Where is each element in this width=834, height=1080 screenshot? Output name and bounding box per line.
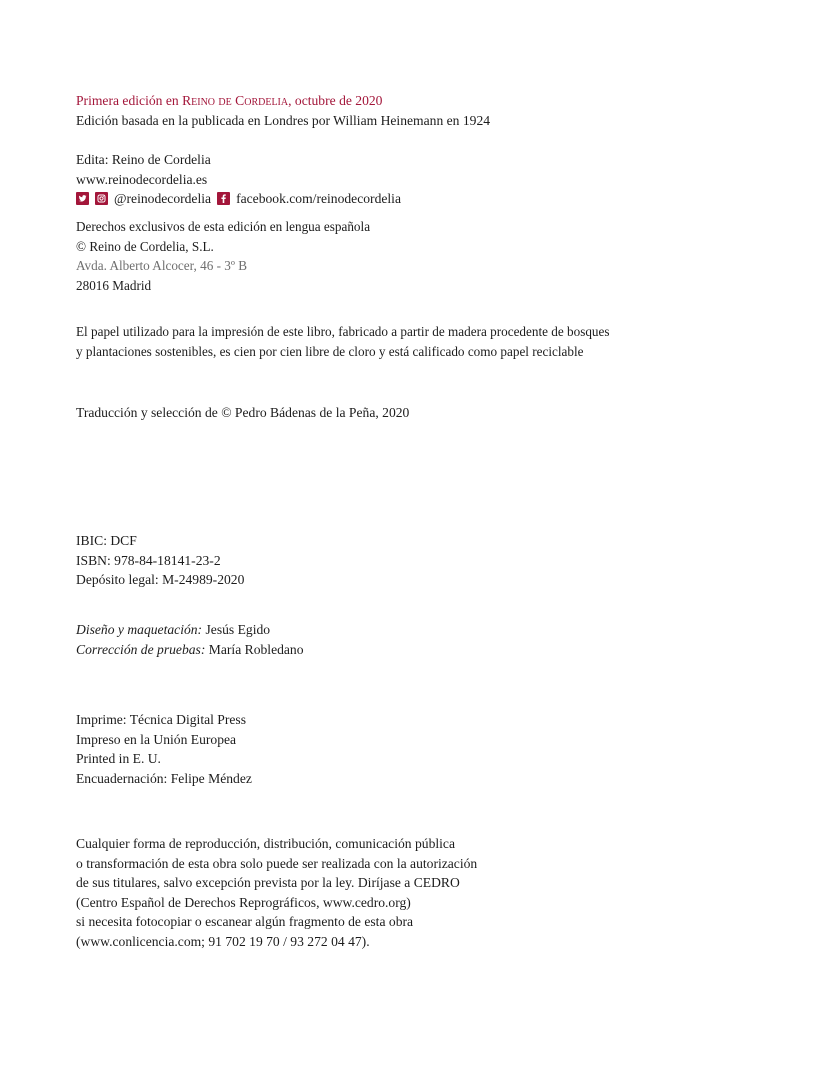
- deposito-legal-line: Depósito legal: M-24989-2020: [76, 572, 245, 588]
- printing-block: [76, 710, 252, 788]
- paper-note-line-1: El papel utilizado para la impresión de este libro, fabricado a partir de madera procedente de bosques: [76, 324, 610, 339]
- copyright-line: © Reino de Cordelia, S.L.: [76, 238, 214, 254]
- social-line: [76, 189, 401, 209]
- publisher-name-smallcaps: Reino de Cordelia: [182, 93, 289, 108]
- rights-block: [76, 217, 370, 295]
- first-edition-prefix: Primera edición en: [76, 93, 183, 108]
- identifiers-block: [76, 531, 244, 590]
- edita-line: Edita: Reino de Cordelia: [76, 152, 211, 167]
- edition-block: [76, 91, 490, 130]
- website-link[interactable]: www.reinodecordelia.es: [76, 171, 208, 187]
- exclusive-rights-line: Derechos exclusivos de esta edición en lengua española: [76, 219, 371, 234]
- ibic-line: IBIC: DCF: [76, 533, 137, 548]
- translation-line: Traducción y selección de © Pedro Bádenas de la Peña, 2020: [76, 405, 410, 420]
- first-edition-suffix: , octubre de 2020: [288, 93, 383, 108]
- paper-note-line-2: y plantaciones sostenibles, es cien por cien libre de cloro y está calificado como papel reciclable: [76, 343, 584, 359]
- legal-line: Cualquier forma de reproducción, distribución, comunicación pública: [76, 836, 455, 851]
- translation-block: [76, 403, 409, 423]
- first-edition-line: [76, 91, 490, 111]
- address-line-1: Avda. Alberto Alcocer, 46 - 3º B: [76, 258, 248, 274]
- imprime-line: Imprime: Técnica Digital Press: [76, 712, 247, 727]
- facebook-icon[interactable]: [217, 192, 230, 205]
- printed-line: Printed in E. U.: [76, 751, 161, 767]
- legal-line: (Centro Español de Derechos Reprográficos, www.cedro.org): [76, 894, 411, 910]
- social-handle[interactable]: @reinodecordelia: [114, 191, 212, 207]
- impreso-line: Impreso en la Unión Europea: [76, 731, 237, 747]
- address-line-2: 28016 Madrid: [76, 277, 152, 293]
- based-on-line: Edición basada en la publicada en Londres por William Heinemann en 1924: [76, 112, 491, 128]
- twitter-icon[interactable]: [76, 192, 89, 205]
- paper-note-block: [76, 322, 610, 361]
- design-label: Diseño y maquetación:: [76, 622, 203, 637]
- design-name: Jesús Egido: [202, 622, 271, 637]
- binding-line: Encuadernación: Felipe Méndez: [76, 770, 252, 786]
- facebook-link[interactable]: facebook.com/reinodecordelia: [236, 191, 401, 207]
- isbn-line: ISBN: 978-84-18141-23-2: [76, 552, 221, 568]
- legal-line: o transformación de esta obra solo puede ser realizada con la autorización: [76, 855, 478, 871]
- legal-line: de sus titulares, salvo excepción prevista por la ley. Diríjase a CEDRO: [76, 875, 460, 891]
- legal-notice-block: [76, 834, 477, 952]
- credits-block: [76, 620, 304, 659]
- proof-name: María Robledano: [205, 641, 304, 657]
- publisher-block: [76, 150, 401, 209]
- legal-line: si necesita fotocopiar o escanear algún fragmento de esta obra: [76, 914, 414, 930]
- design-credit-line: [76, 620, 304, 640]
- legal-line: (www.conlicencia.com; 91 702 19 70 / 93 272 04 47).: [76, 933, 370, 949]
- instagram-icon[interactable]: [95, 192, 108, 205]
- proof-label: Corrección de pruebas:: [76, 641, 206, 657]
- proofreading-credit-line: [76, 640, 304, 660]
